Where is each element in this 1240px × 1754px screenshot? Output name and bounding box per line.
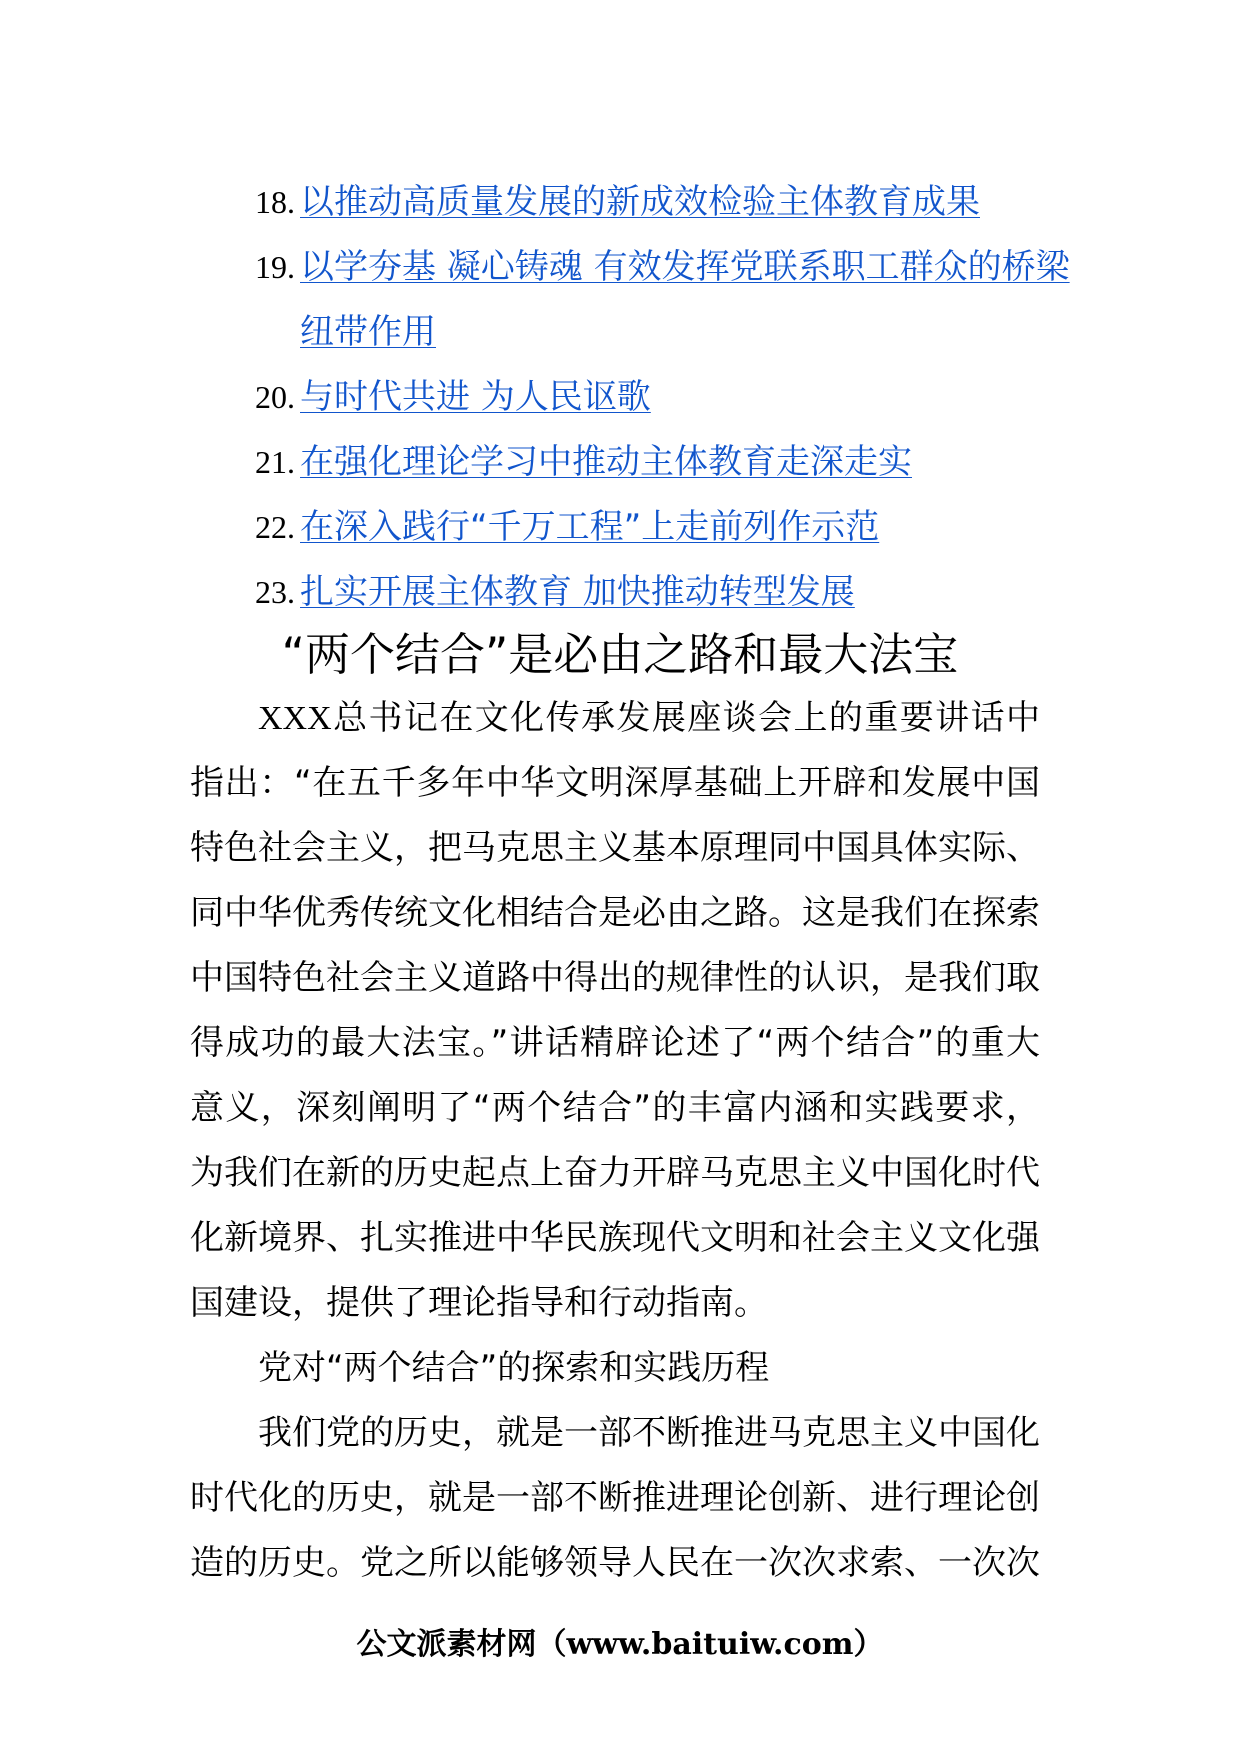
toc-number: 19. [255, 249, 295, 285]
toc-number: 23. [255, 574, 295, 610]
article-body [190, 686, 1040, 1596]
toc-item-20 [255, 365, 1075, 430]
toc-link[interactable]: 扎实开展主体教育 加快推动转型发展 [300, 572, 855, 612]
toc-item-23 [255, 560, 1075, 625]
toc-link[interactable]: 以推动高质量发展的新成效检验主体教育成果 [300, 182, 980, 222]
name-placeholder: XXX [258, 700, 332, 737]
toc-item-21 [255, 430, 1075, 495]
toc-number: 18. [255, 184, 295, 220]
toc-link[interactable]: 在强化理论学习中推动主体教育走深走实 [300, 442, 912, 482]
toc-item-22 [255, 495, 1075, 560]
toc-link[interactable]: 以学夯基 凝心铸魂 有效发挥党联系职工群众的桥梁纽带作用 [300, 247, 1070, 352]
table-of-contents [255, 170, 1075, 625]
toc-link[interactable]: 与时代共进 为人民讴歌 [300, 377, 651, 417]
toc-number: 22. [255, 509, 295, 545]
toc-number: 20. [255, 379, 295, 415]
section-heading: 党对“两个结合”的探索和实践历程 [258, 1348, 770, 1388]
toc-number: 21. [255, 444, 295, 480]
intro-text: 总书记在文化传承发展座谈会上的重要讲话中指出：“在五千多年中华文明深厚基础上开辟和发展中国特色社会主义，把马克思主义基本原理同中国具体实际、同中华优秀传统文化相结合是必由之路。这是我们在探索中国特色社会主义道路中得出的规律性的认识，是我们取得成功的最大法宝。”讲话精辟论述了“两个结合”的重大意义，深刻阐明了“两个结合”的丰富内涵和实践要求，为我们在新的历史起点上奋力开辟马克思主义中国化时代化新境界、扎实推进中华民族现代文明和社会主义文化强国建设，提供了理论指导和行动指南。 [190, 698, 1040, 1323]
intro-paragraph [190, 686, 1040, 1336]
article-title: “两个结合”是必由之路和最大法宝 [281, 628, 959, 681]
body-paragraph: 我们党的历史，就是一部不断推进马克思主义中国化时代化的历史，就是一部不断推进理论创新、进行理论创造的历史。党之所以能够领导人民在一次次求索、一次次 [190, 1413, 1040, 1583]
footer-watermark: 公文派素材网（www.baituiw.com） [356, 1627, 884, 1662]
toc-link[interactable]: 在深入践行“千万工程”上走前列作示范 [300, 507, 880, 547]
toc-item-19 [255, 235, 1075, 365]
toc-item-18 [255, 170, 1075, 235]
